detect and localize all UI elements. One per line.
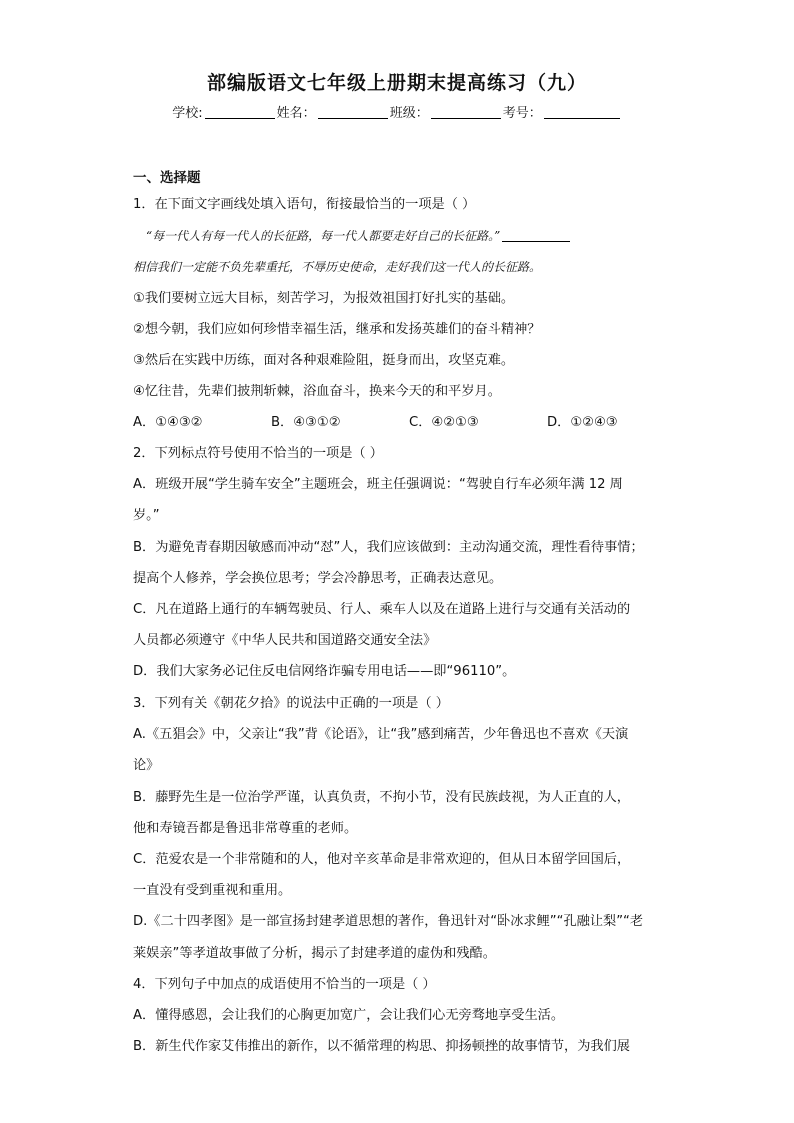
q1-options bbox=[133, 411, 618, 430]
student-info-row bbox=[0, 102, 794, 121]
name-blank[interactable] bbox=[318, 105, 388, 119]
q4-option-a-line-1[interactable]: A．懂得感恩，会让我们的心胸更加宽广，会让我们心无旁骛地享受生活。 bbox=[133, 1008, 565, 1023]
q3-option-d-line-1[interactable]: D.《二十四孝图》是一部宣扬封建孝道思想的著作，鲁迅针对“卧冰求鲤”“孔融让梨”“老 bbox=[133, 914, 644, 929]
q3-option-a-line-2[interactable]: 论》 bbox=[133, 758, 160, 773]
q3-option-b-line-1[interactable]: B．藤野先生是一位治学严谨，认真负责，不拘小节，没有民族歧视，为人正直的人， bbox=[133, 790, 630, 805]
q3-option-d-line-2[interactable]: 莱娱亲”等孝道故事做了分析，揭示了封建孝道的虚伪和残酷。 bbox=[133, 946, 496, 961]
class-blank[interactable] bbox=[431, 105, 501, 119]
q2-option-b-line-1[interactable]: B．为避免青春期因敏感而冲动“怼”人，我们应该做到：主动沟通交流，理性看待事情； bbox=[133, 540, 644, 555]
q1-option-c[interactable]: C．④②①③ bbox=[409, 415, 479, 430]
section-heading: 一、选择题 bbox=[133, 170, 201, 186]
q1-quote-line-1 bbox=[146, 227, 570, 244]
q1-quote-line-2: 相信我们一定能不负先辈重托，不辱历史使命，走好我们这一代人的长征路。 bbox=[133, 260, 542, 274]
q1-quote-text: “每一代人有每一代人的长征路，每一代人都要走好自己的长征路。” bbox=[146, 229, 501, 243]
name-label: 姓名： bbox=[276, 106, 316, 121]
q1-sentence-4: ④忆往昔，先辈们披荆斩棘，浴血奋斗，换来今天的和平岁月。 bbox=[133, 384, 501, 399]
q3-option-a-line-1[interactable]: A.《五猖会》中，父亲让“我”背《论语》，让“我”感到痛苦，少年鲁迅也不喜欢《天演 bbox=[133, 727, 629, 742]
q3-stem: 3．下列有关《朝花夕拾》的说法中正确的一项是（ ） bbox=[133, 696, 449, 711]
q1-stem: 1．在下面文字画线处填入语句，衔接最恰当的一项是（ ） bbox=[133, 197, 476, 212]
q4-option-b-line-1[interactable]: B．新生代作家艾伟推出的新作，以不循常理的构思、抑扬顿挫的故事情节，为我们展 bbox=[133, 1039, 630, 1054]
q2-option-a-line-2[interactable]: 岁。” bbox=[133, 508, 160, 523]
q2-option-c-line-1[interactable]: C．凡在道路上通行的车辆驾驶员、行人、乘车人以及在道路上进行与交通有关活动的 bbox=[133, 602, 631, 617]
q1-sentence-3: ③然后在实践中历练，面对各种艰难险阻，挺身而出，攻坚克难。 bbox=[133, 353, 515, 368]
q1-option-a[interactable]: A．①④③② bbox=[133, 415, 203, 430]
q3-option-c-line-2[interactable]: 一直没有受到重视和重用。 bbox=[133, 883, 292, 898]
q2-option-d-line-1[interactable]: D．我们大家务必记住反电信网络诈骗专用电话——即“96110”。 bbox=[133, 664, 516, 679]
q2-stem: 2．下列标点符号使用不恰当的一项是（ ） bbox=[133, 446, 383, 461]
exam-no-label: 考号： bbox=[502, 106, 542, 121]
q3-option-b-line-2[interactable]: 他和寿镜吾都是鲁迅非常尊重的老师。 bbox=[133, 821, 358, 836]
school-blank[interactable] bbox=[205, 105, 275, 119]
class-label: 班级： bbox=[389, 106, 429, 121]
q1-option-b[interactable]: B．④③①② bbox=[271, 415, 341, 430]
page-title: 部编版语文七年级上册期末提高练习（九） bbox=[206, 72, 587, 94]
q2-option-b-line-2[interactable]: 提高个人修养，学会换位思考；学会冷静思考，正确表达意见。 bbox=[133, 571, 503, 586]
school-label: 学校: bbox=[172, 106, 203, 121]
q3-option-c-line-1[interactable]: C．范爱农是一个非常随和的人，他对辛亥革命是非常欢迎的，但从日本留学回国后， bbox=[133, 852, 631, 867]
q2-option-c-line-2[interactable]: 人员都必须遵守《中华人民共和国道路交通安全法》 bbox=[133, 633, 437, 648]
q1-fill-blank[interactable] bbox=[502, 229, 570, 242]
exam-no-blank[interactable] bbox=[544, 105, 620, 119]
q1-sentence-2: ②想今朝，我们应如何珍惜幸福生活，继承和发扬英雄们的奋斗精神？ bbox=[133, 322, 541, 337]
q1-sentence-1: ①我们要树立远大目标，刻苦学习，为报效祖国打好扎实的基础。 bbox=[133, 291, 515, 306]
q1-option-d[interactable]: D．①②④③ bbox=[547, 415, 618, 430]
q2-option-a-line-1[interactable]: A．班级开展“学生骑车安全”主题班会，班主任强调说：“驾驶自行车必须年满 12 周 bbox=[133, 477, 623, 492]
q4-stem: 4．下列句子中加点的成语使用不恰当的一项是（ ） bbox=[133, 977, 436, 992]
